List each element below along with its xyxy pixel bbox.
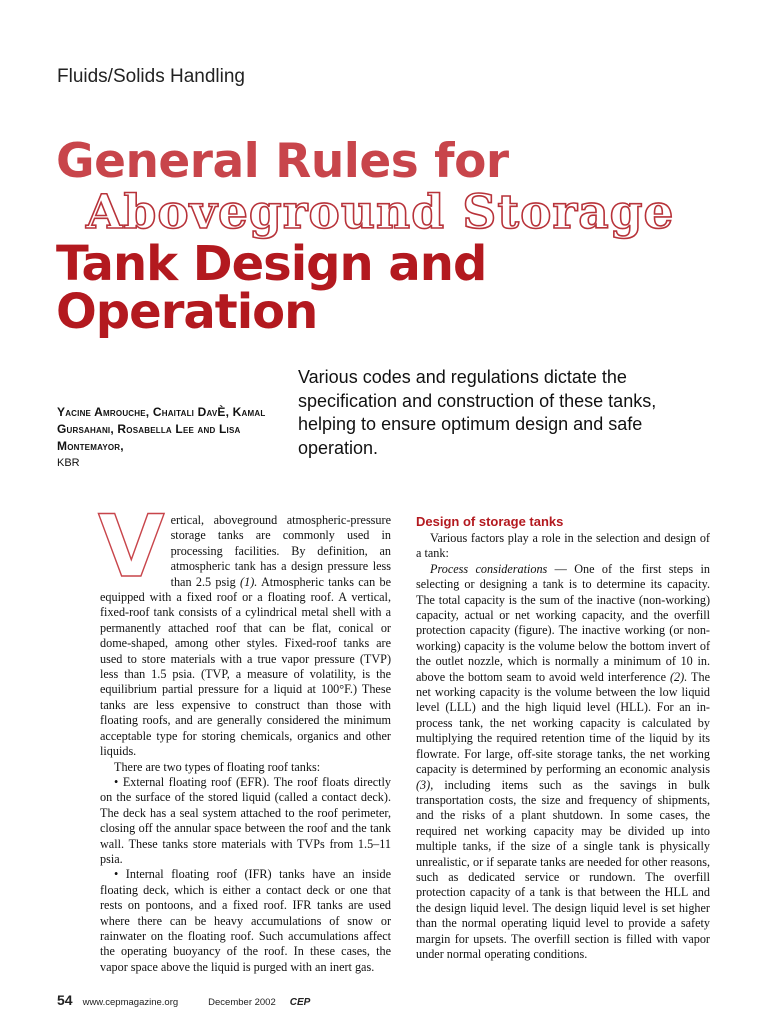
bullet-paragraph: • Internal floating roof (IFR) tanks have an inside floating deck, which is either a contact deck or one that rests on pontoons, and a fixed roof. IFR tanks are used where there can be heavy accumulations of snow or rainwater on the floating roof. Such accumulations affect the operating buoyancy of the roof. In these cases, the vapor space above the liquid is purged with an inert gas.	[100, 867, 391, 974]
title-line-2: Aboveground Storage	[86, 185, 675, 240]
page-footer	[57, 992, 310, 1010]
page-number: 54	[57, 992, 73, 1008]
article-title	[56, 134, 756, 340]
bullet-paragraph: • External floating roof (EFR). The roof floats directly on the surface of the stored liquid (called a contact deck). The deck has a seal system attached to the roof perimeter, closing off the annular space between the roof and the tank wall. These tanks store materials with TVPs from 1.5–11 psia.	[100, 774, 391, 866]
body-paragraph: Vertical, aboveground atmospheric-pressure storage tanks are commonly used in processing facilities. By definition, an atmospheric tank has a design pressure less than 2.5 psig (1). Atmospheric tanks can be equipped with a fixed roof or a floating roof. A vertical, fixed-roof tank consists of a cylindrical metal shell with a permanently attached roof that can be flat, conical or dome-shaped, among other styles. Fixed-roof tanks are used to store materials with a true vapor pressure (TVP) less than 1.5 psia. (TVP, a measure of volatility, is the equilibrium partial pressure for a liquid at 100°F.) These tanks are less expensive to construct than those with floating roofs, and are generally considered the minimum acceptable type for storing chemicals, organics and other liquids.	[98, 497, 391, 759]
article-deck: Various codes and regulations dictate the specification and construction of these tanks, helping to ensure optimum design and safe operation.	[298, 367, 657, 458]
byline	[57, 404, 277, 472]
body-column-left	[98, 497, 391, 975]
subhead: Design of storage tanks	[416, 514, 564, 529]
section-label: Fluids/Solids Handling	[57, 66, 245, 87]
body-paragraph: Process considerations — One of the first steps in selecting or designing a tank is to determine its capacity. The total capacity is the sum of the inactive (non-working) capacity, actual or net working capacity, and the overfill protection capacity (figure). The inactive working (or non-working) capacity is the volume below the bottom invert of the outlet nozzle, which is normally a minimum of 10 in. above the bottom seam to avoid weld interference (2). The net working capacity is the volume between the low liquid level (LLL) and the high liquid level (HLL). For an in-process tank, the net working capacity is calculated by multiplying the required retention time of the liquid by its flowrate. For large, off-site storage tanks, the net working capacity is determined by performing an economic analysis (3), including items such as the savings in bulk transportation costs, the size and frequency of shipments, and the risks of a plant shutdown. In some cases, the required net working capacity may be divided up into multiple tanks, if the size of a single tank is physically unrealistic, or if separate tanks are needed for other reasons, such as dedicated service or rundown. The overfill protection capacity of a tank is that between the HLL and the design liquid level. The design liquid level is set higher than the normal operating liquid level to provide a safety margin for upsets. The overfill section is filled with vapor under normal operating conditions.	[416, 561, 710, 961]
title-line-1: General Rules for	[56, 134, 509, 189]
citation: (3),	[416, 777, 434, 792]
author-names: Yacine Amrouche, Chaitali DavÈ, Kamal Gursahani, Rosabella Lee and Lisa Montemayor,	[57, 405, 266, 453]
body-paragraph: There are two types of floating roof tanks:	[114, 759, 321, 774]
citation: (1).	[240, 574, 258, 589]
body-column-right	[416, 514, 710, 962]
footer-date: December 2002	[208, 997, 276, 1008]
footer-website: www.cepmagazine.org	[82, 997, 179, 1008]
title-line-3: Tank Design and Operation	[56, 236, 487, 340]
magazine-logo: CEP	[289, 997, 311, 1008]
author-affiliation: KBR	[57, 457, 80, 469]
drop-cap: V	[98, 497, 165, 597]
citation: (2).	[670, 669, 688, 684]
run-in-head: Process considerations	[430, 561, 548, 576]
body-paragraph: Various factors play a role in the selection and design of a tank:	[416, 531, 710, 561]
